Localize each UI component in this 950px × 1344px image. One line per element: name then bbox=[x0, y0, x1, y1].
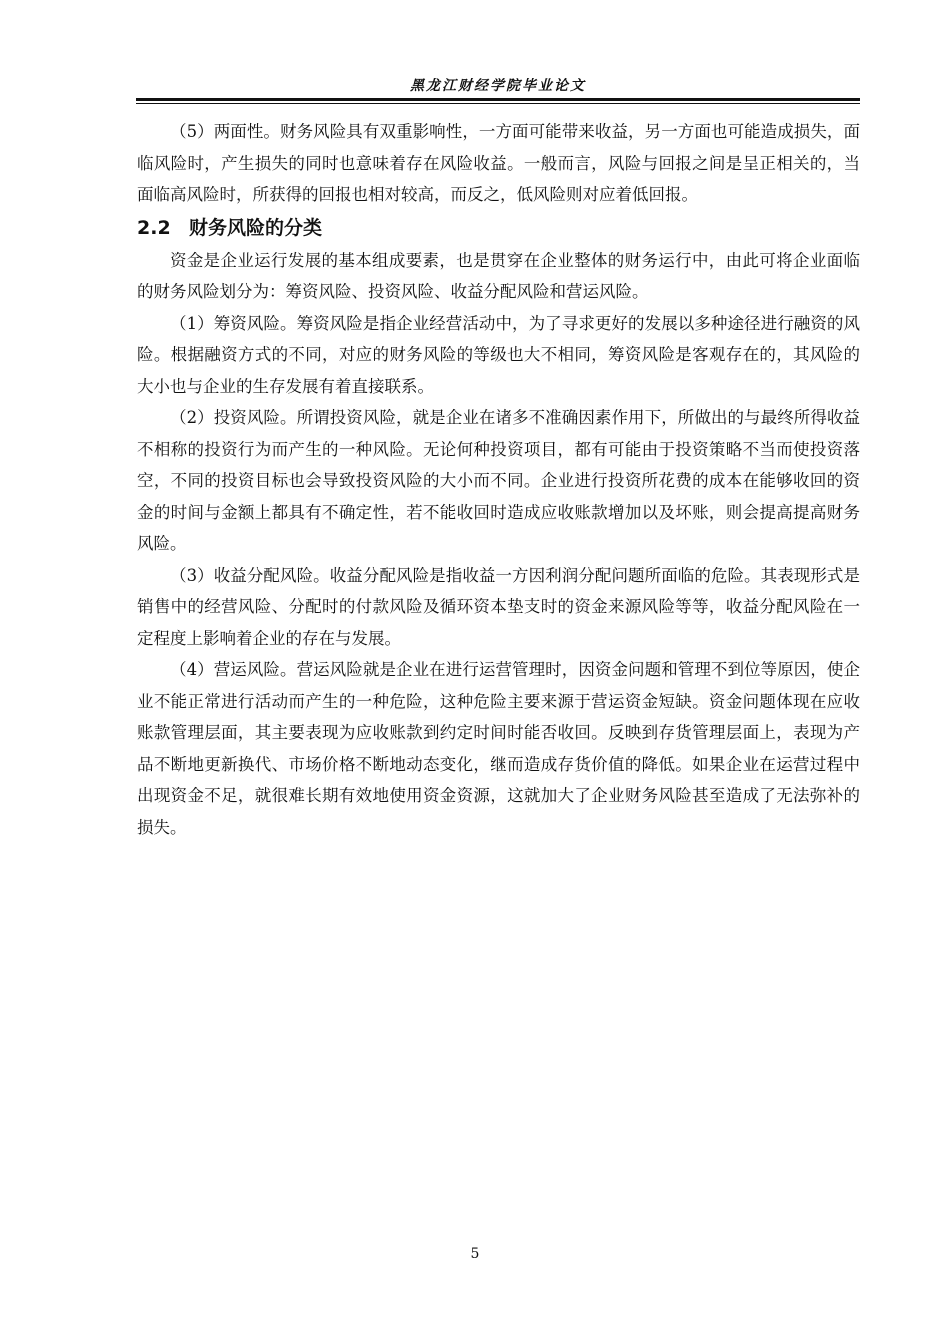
paragraph-distribution-risk: （3）收益分配风险。收益分配风险是指收益一方因利润分配问题所面临的危险。其表现形式是销售中的经营风险、分配时的付款风险及循环资本垫支时的资金来源风险等等，收益分配风险在一定程度上影响着企业的存在与发展。 bbox=[137, 565, 860, 648]
page-body bbox=[137, 116, 860, 843]
page-header bbox=[136, 76, 860, 106]
header-rule-thick bbox=[136, 98, 860, 101]
page-number: 5 bbox=[470, 1246, 480, 1262]
paragraph-financing-risk: （1）筹资风险。筹资风险是指企业经营活动中，为了寻求更好的发展以多种途径进行融资的风险。根据融资方式的不同，对应的财务风险的等级也大不相同，筹资风险是客观存在的，其风险的大小也与企业的生存发展有着直接联系。 bbox=[137, 313, 860, 396]
paragraph-intro: 资金是企业运行发展的基本组成要素，也是贯穿在企业整体的财务运行中，由此可将企业面临的财务风险划分为：筹资风险、投资风险、收益分配风险和营运风险。 bbox=[137, 250, 860, 301]
paragraph-duality: （5）两面性。财务风险具有双重影响性，一方面可能带来收益，另一方面也可能造成损失，面临风险时，产生损失的同时也意味着存在风险收益。一般而言，风险与回报之间是呈正相关的，当面临高风险时，所获得的回报也相对较高，而反之，低风险则对应着低回报。 bbox=[137, 122, 860, 204]
paragraph-investment-risk: （2）投资风险。所谓投资风险，就是企业在诸多不准确因素作用下，所做出的与最终所得收益不相称的投资行为而产生的一种风险。无论何种投资项目，都有可能由于投资策略不当而使投资落空，不同的投资目标也会导致投资风险的大小而不同。企业进行投资所花费的成本在能够收回的资金的时间与金额上都具有不确定性，若不能收回时造成应收账款增加以及坏账，则会提高提高财务风险。 bbox=[137, 408, 860, 553]
paragraph-operating-risk: （4）营运风险。营运风险就是企业在进行运营管理时，因资金问题和管理不到位等原因，使企业不能正常进行活动而产生的一种危险，这种危险主要来源于营运资金短缺。资金问题体现在应收账款管理层面，其主要表现为应收账款到约定时间时能否收回。反映到存货管理层面上，表现为产品不断地更新换代、市场价格不断地动态变化，继而造成存货价值的降低。如果企业在运营过程中出现资金不足，就很难长期有效地使用资金资源，这就加大了企业财务风险甚至造成了无法弥补的损失。 bbox=[137, 660, 860, 837]
header-title: 黑龙江财经学院毕业论文 bbox=[410, 78, 586, 94]
section-number: 2.2 bbox=[137, 216, 171, 239]
section-title: 财务风险的分类 bbox=[189, 216, 323, 239]
header-rule-thin bbox=[136, 103, 860, 104]
section-heading bbox=[137, 211, 860, 245]
